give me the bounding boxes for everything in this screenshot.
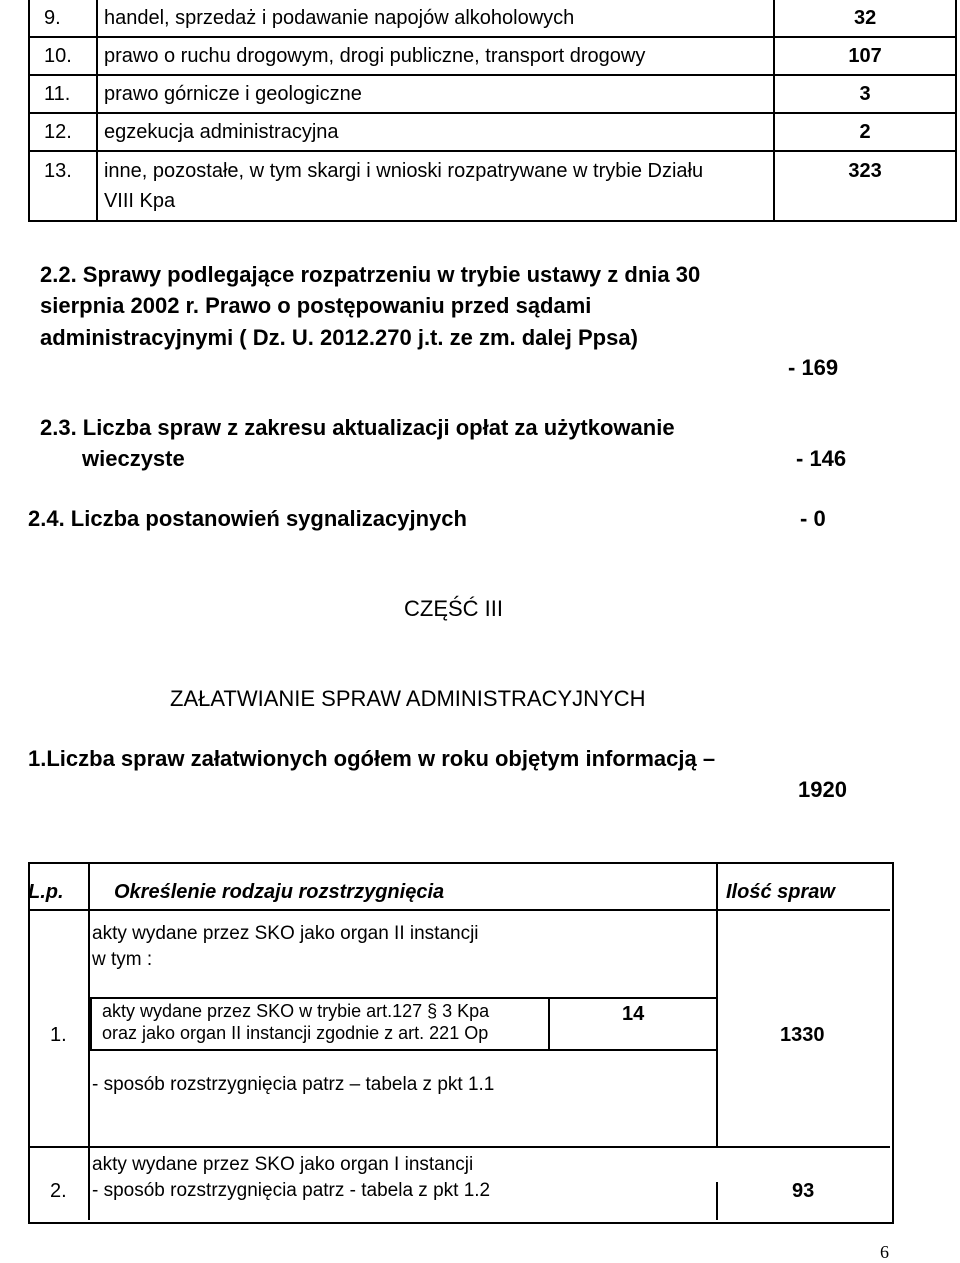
row-number: 9. — [29, 0, 97, 37]
row-text-line: akty wydane przez SKO jako organ I instancji — [92, 1154, 474, 1175]
header-count: Ilość spraw — [726, 881, 835, 903]
row-divider — [30, 909, 890, 911]
nested-text-line: akty wydane przez SKO w trybie art.127 § 3 Kpa — [102, 1001, 490, 1021]
row-number: 10. — [29, 37, 97, 75]
page-number: 6 — [880, 1242, 889, 1262]
table-row — [29, 113, 956, 151]
section-1-value: 1920 — [798, 777, 847, 802]
row-text: handel, sprzedaż i podawanie napojów alkoholowych — [97, 0, 774, 37]
row-count: 1330 — [780, 1024, 825, 1046]
row-count: 93 — [792, 1180, 815, 1202]
row-number: 12. — [29, 113, 97, 151]
row-number: 1. — [50, 1024, 67, 1046]
section-2-3-line2: wieczyste — [82, 446, 185, 471]
header-lp: L.p. — [28, 881, 64, 903]
section-2-2-value: - 169 — [788, 355, 839, 380]
section-2-4-value: - 0 — [800, 506, 826, 531]
row-number: 11. — [29, 75, 97, 113]
table-row — [29, 37, 956, 75]
part-subtitle: ZAŁATWIANIE SPRAW ADMINISTRACYJNYCH — [170, 686, 646, 711]
row-count: 32 — [774, 0, 956, 37]
nested-text-line: oraz jako organ II instancji zgodnie z art. 221 Op — [102, 1023, 489, 1043]
section-2-2-line3: administracyjnymi ( Dz. U. 2012.270 j.t. ze zm. dalej Ppsa) — [40, 325, 638, 350]
part-title: CZĘŚĆ III — [404, 596, 504, 621]
row-text-line: - sposób rozstrzygnięcia patrz – tabela z pkt 1.1 — [92, 1074, 495, 1095]
row-text: egzekucja administracyjna — [97, 113, 774, 151]
row-text: prawo o ruchu drogowym, drogi publiczne, transport drogowy — [97, 37, 774, 75]
row-number: 13. — [29, 151, 97, 221]
section-2-2-line2: sierpnia 2002 r. Prawo o postępowaniu przed sądami — [40, 293, 592, 318]
row-number: 2. — [50, 1180, 67, 1202]
row-text-line: w tym : — [92, 949, 153, 970]
row-text-line: akty wydane przez SKO jako organ II instancji — [92, 923, 479, 944]
row-count: 2 — [774, 113, 956, 151]
row-text-line: inne, pozostałe, w tym skargi i wnioski rozpatrywane w trybie Działu — [103, 160, 704, 182]
table-row — [29, 151, 956, 221]
section-2-2-line1: 2.2. Sprawy podlegające rozpatrzeniu w trybie ustawy z dnia 30 — [40, 262, 701, 287]
row-count: 323 — [774, 151, 956, 221]
categories-table — [28, 0, 957, 222]
nested-table — [90, 997, 718, 1051]
row-text-line: - sposób rozstrzygnięcia patrz - tabela z pkt 1.2 — [92, 1180, 491, 1201]
column-divider — [716, 1182, 718, 1220]
row-divider — [30, 1146, 890, 1148]
column-divider — [548, 999, 550, 1049]
table-row — [29, 0, 956, 37]
section-2-3-line1: 2.3. Liczba spraw z zakresu aktualizacji opłat za użytkowanie — [40, 415, 675, 440]
section-1-label: 1.Liczba spraw załatwionych ogółem w roku objętym informacją – — [28, 746, 716, 771]
section-2-4-label: 2.4. Liczba postanowień sygnalizacyjnych — [28, 506, 467, 531]
row-text — [97, 151, 774, 221]
decisions-table — [28, 862, 894, 1224]
header-description: Określenie rodzaju rozstrzygnięcia — [114, 881, 445, 903]
nested-count: 14 — [622, 1003, 645, 1025]
row-count: 107 — [774, 37, 956, 75]
table-row — [29, 75, 956, 113]
row-count: 3 — [774, 75, 956, 113]
row-text-line: VIII Kpa — [103, 190, 176, 212]
section-2-3-value: - 146 — [796, 446, 847, 471]
row-text: prawo górnicze i geologiczne — [97, 75, 774, 113]
